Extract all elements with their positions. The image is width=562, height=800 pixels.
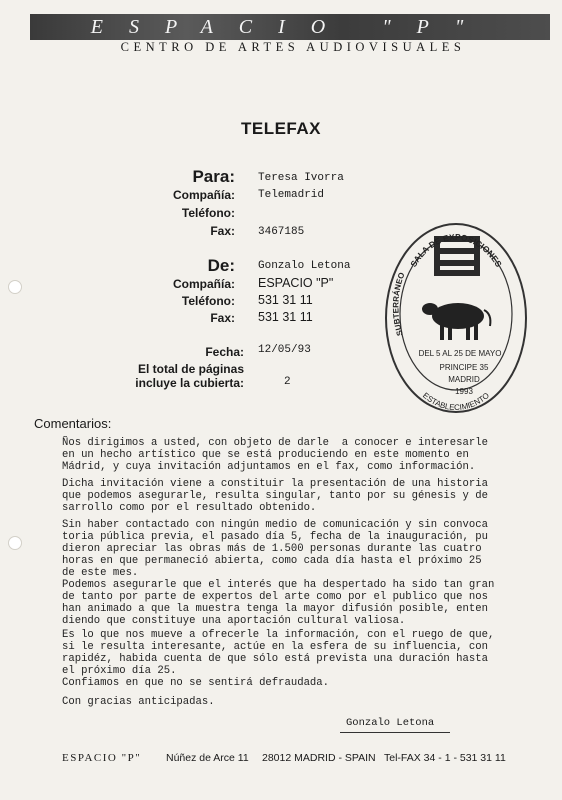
exhibition-stamp: [382, 220, 530, 416]
letterhead-subtitle: CENTRO DE ARTES AUDIOVISUALES: [120, 40, 466, 54]
stamp-street: PRINCIPE 35: [439, 363, 489, 372]
paragraph-3: Sin haber contactado con ningún medio de comunicación y sin convoca toria pública previa, el pasado día 5, fecha de la inauguración, pu dieron apreciar las obras más de 1.500 personas durante las cuatro horas en que permaneció abierta, como cada día hasta el próximo 25 de este mes. Podemos asegurarle que el interés que ha despertado ha sido tan gran de tanto por parte de expertos del arte como por el publico que nos han animado a que la muestra tenga la mayor difusión posible, enten diendo que constituye una aportación cultural valiosa.: [62, 519, 495, 627]
footer-telfax: Tel-FAX 34 - 1 - 531 31 11: [384, 752, 506, 764]
sender-company-label: Compañía:: [172, 277, 235, 291]
paragraph-1: Ños dirigimos a usted, con objeto de darle a conocer e interesarle en un hecho artístico que se está produciendo en este momento en Mádrid, y cuya invitación adjuntamos en el fax, como información.: [62, 437, 488, 473]
date-label: Fecha:: [205, 345, 244, 359]
svg-text:SUBTERRÁNEO: [391, 271, 406, 337]
stamp-city: MADRID: [448, 375, 480, 384]
sender-fax-label: Fax:: [210, 311, 235, 325]
sender-company: ESPACIO "P": [258, 276, 334, 290]
date-value: 12/05/93: [258, 344, 311, 356]
stamp-bottom-arc: ESTABLECIMIENTO: [420, 390, 492, 413]
cow-icon: [422, 303, 490, 340]
signature-name: Gonzalo Letona: [346, 717, 435, 729]
recipient-name: Teresa Ivorra: [258, 172, 344, 184]
stamp-left-arc: SUBTERRÁNEO: [391, 271, 407, 337]
punch-hole-bottom: [8, 536, 22, 550]
paragraph-2: Dicha invitación viene a constituir la presentación de una historia que podemos asegurarle, resulta singular, tanto por su génesis y de sarrollo como por el resultado obtenido.: [62, 478, 488, 514]
paragraph-4: Es lo que nos mueve a ofrecerle la información, con el ruego de que, si le resulta interesante, actúe en la esfera de su influencia, con rapidéz, habida cuenta de que sólo está prevista una duración hasta el próximo día 25. Confiamos en que no se sentirá defraudada.: [62, 629, 495, 689]
punch-hole-top: [8, 280, 22, 294]
document-title: TELEFAX: [240, 119, 321, 138]
pages-label-line2: incluye la cubierta:: [135, 376, 244, 390]
recipient-company: Telemadrid: [258, 189, 325, 201]
sender-fax: 531 31 11: [258, 310, 313, 324]
sender-phone: 531 31 11: [258, 293, 313, 307]
footer-street: Núñez de Arce 11: [166, 752, 249, 764]
stamp-dates: DEL 5 AL 25 DE MAYO: [418, 349, 502, 358]
recipient-fax: 3467185: [258, 226, 305, 238]
recipient-company-label: Compañía:: [172, 188, 235, 202]
footer-city: 28012 MADRID - SPAIN: [262, 752, 376, 764]
sender-name: Gonzalo Letona: [258, 260, 351, 272]
recipient-heading: Para:: [192, 167, 235, 186]
stamp-year: 1993: [455, 387, 473, 396]
footer-org: ESPACIO "P": [62, 752, 142, 764]
pages-value: 2: [284, 376, 291, 388]
pages-label-line1: El total de páginas: [137, 362, 244, 376]
stamp-top-arc: SALA DE EXPOSICIONES: [408, 231, 504, 269]
recipient-phone-label: Teléfono:: [181, 206, 235, 220]
signature-line: [340, 732, 450, 733]
sender-heading: De:: [207, 256, 235, 275]
sender-phone-label: Teléfono:: [181, 294, 235, 308]
comments-heading: Comentarios:: [34, 416, 112, 431]
paragraph-5: Con gracias anticipadas.: [62, 696, 215, 708]
letterhead-banner: ESPACIO "P": [30, 14, 550, 40]
recipient-fax-label: Fax:: [210, 224, 235, 238]
